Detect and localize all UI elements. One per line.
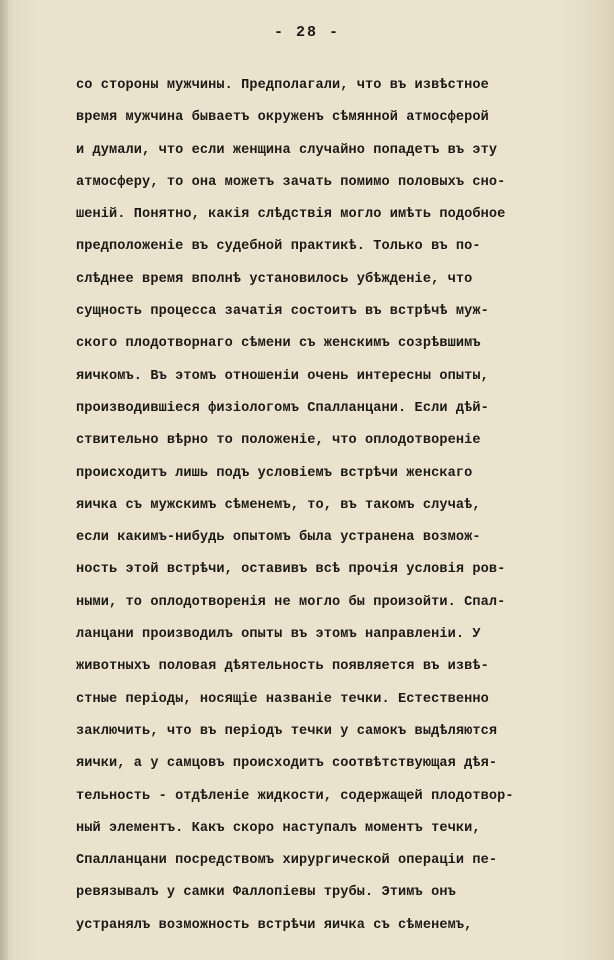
page-binding-edge (0, 0, 8, 960)
text-line: если какимъ-нибудь опытомъ была устранена возмож- (76, 530, 481, 546)
text-line: предположенiе въ судебной практикѣ. Только въ по- (76, 239, 481, 255)
text-line: устранялъ возможность встрѣчи яичка съ сѣменемъ, (76, 917, 473, 933)
text-line: слѣднее время вполнѣ установилось убѣжденiе, что (76, 271, 473, 287)
page-number: - 28 - (273, 24, 340, 41)
text-line: тельность - отдѣленiе жидкости, содержащей плодотвор- (76, 788, 514, 804)
body-text (76, 70, 606, 942)
text-line: животныхъ половая дѣятельность появляется въ извѣ- (76, 659, 489, 675)
text-line: яичкомъ. Въ этомъ отношенiи очень интересны опыты, (76, 368, 489, 384)
text-line: ность этой встрѣчи, оставивъ всѣ прочiя условiя ров- (76, 562, 506, 578)
text-line: атмосферу, то она можетъ зачать помимо половыхъ сно- (76, 174, 506, 190)
text-line: ланцани производилъ опыты въ этомъ направленiи. У (76, 627, 481, 643)
text-line: ского плодотворнаго сѣмени съ женскимъ созрѣвшимъ (76, 336, 481, 352)
text-line: заключить, что въ перiодъ течки у самокъ выдѣляются (76, 723, 498, 739)
text-line: яички, а у самцовъ происходитъ соотвѣтствующая дѣя- (76, 756, 498, 772)
text-line: ными, то оплодотворенiя не могло бы произойти. Спал- (76, 594, 506, 610)
text-line: стные перiоды, носящiе названiе течки. Естественно (76, 691, 489, 707)
text-line: шенiй. Понятно, какiя слѣдствiя могло имѣть подобное (76, 207, 506, 223)
text-line: производившiеся физiологомъ Спалланцани. Если дѣй- (76, 400, 489, 416)
text-line: Спалланцани посредствомъ хирургической операцiи пе- (76, 853, 498, 869)
text-line: время мужчина бываетъ окруженъ сѣмянной атмосферой (76, 110, 489, 126)
text-line: ствительно вѣрно то положенiе, что оплодотворенiе (76, 433, 481, 449)
text-line: ревязывалъ у самки Фаллопiевы трубы. Этимъ онъ (76, 885, 456, 901)
text-line: яичка съ мужскимъ сѣменемъ, то, въ такомъ случаѣ, (76, 497, 481, 513)
text-line: ный элементъ. Какъ скоро наступалъ моментъ течки, (76, 820, 481, 836)
text-line: сущность процесса зачатiя состоитъ въ встрѣчѣ муж- (76, 304, 489, 320)
text-line: со стороны мужчины. Предполагали, что въ извѣстное (76, 78, 489, 93)
text-line: и думали, что если женщина случайно попадетъ въ эту (76, 142, 498, 158)
text-line: происходитъ лишь подъ условiемъ встрѣчи женскаго (76, 465, 473, 481)
